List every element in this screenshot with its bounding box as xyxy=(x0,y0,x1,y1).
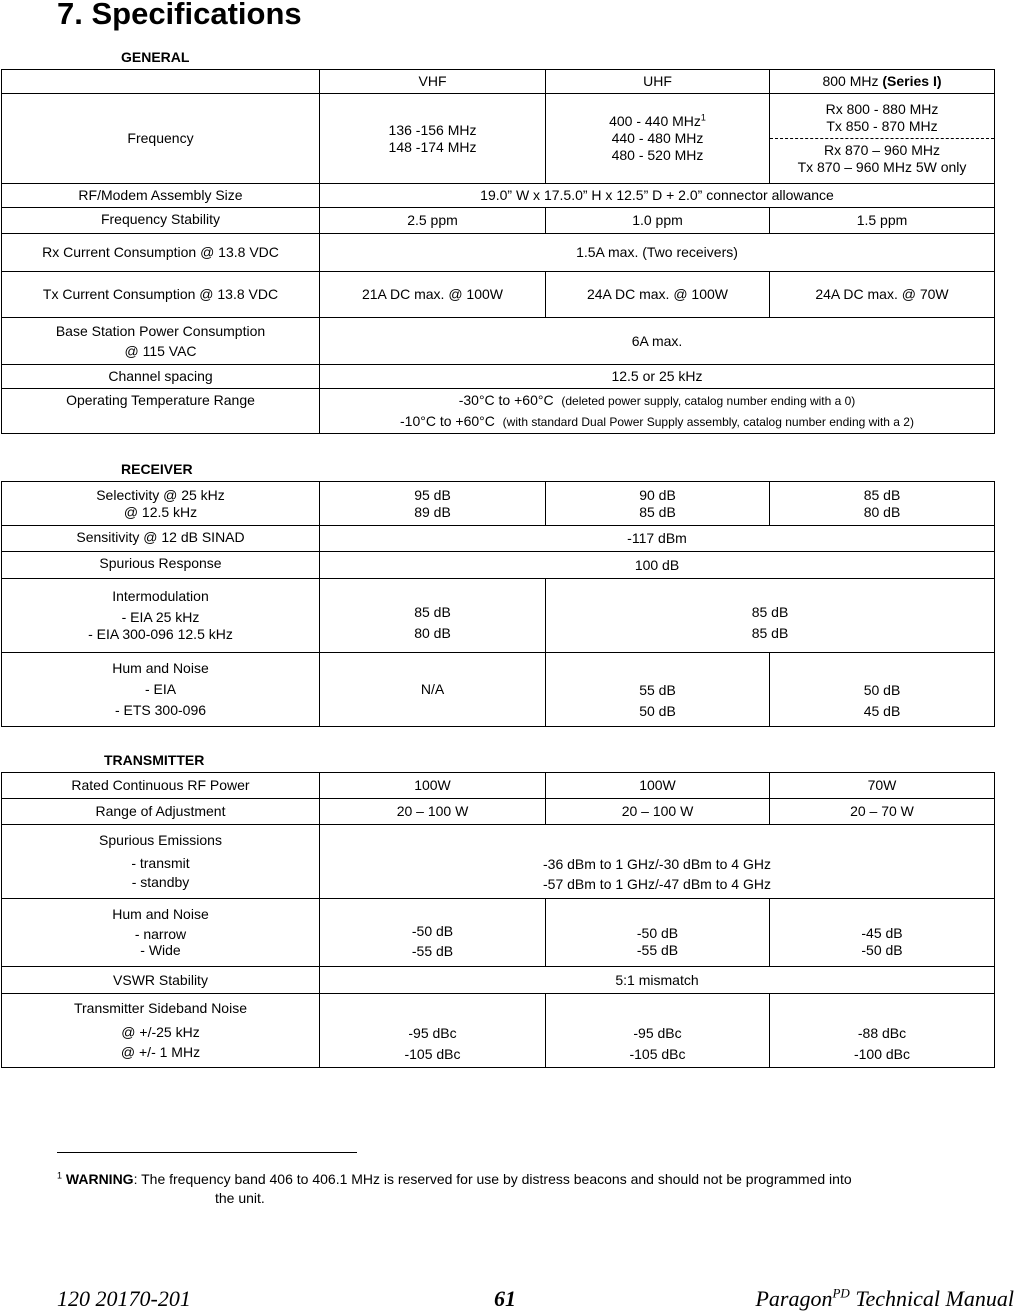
selectivity-800 xyxy=(770,482,995,526)
tx-hum-noise-label xyxy=(2,899,320,967)
frequency-stability-vhf: 2.5 ppm xyxy=(320,208,546,234)
tx-current-vhf: 21A DC max. @ 100W xyxy=(320,272,546,318)
rx-hum-noise-label-line: Hum and Noise xyxy=(112,660,209,677)
tx-hum-noise-uhf xyxy=(546,899,770,967)
operating-temp-range: -30°C to +60°C xyxy=(458,392,554,409)
rated-power-800: 70W xyxy=(770,773,995,799)
sideband-label-line: Transmitter Sideband Noise xyxy=(73,999,247,1016)
section-heading-general: GENERAL xyxy=(121,49,190,65)
assembly-size-value: 19.0” W x 17.5.0” H x 12.5” D + 2.0” connector allowance xyxy=(320,184,995,208)
rx-hum-noise-value: 55 dB xyxy=(639,681,676,698)
footer-page-number: 61 xyxy=(494,1286,516,1311)
table-row xyxy=(2,552,995,579)
sideband-label-line: @ +/- 1 MHz xyxy=(120,1044,201,1061)
operating-temp-label: Operating Temperature Range xyxy=(2,389,320,434)
frequency-uhf-line xyxy=(550,113,765,130)
table-row xyxy=(2,653,995,727)
frequency-stability-uhf: 1.0 ppm xyxy=(546,208,770,234)
sensitivity-value: -117 dBm xyxy=(320,526,995,552)
frequency-stability-800: 1.5 ppm xyxy=(770,208,995,234)
tx-current-uhf: 24A DC max. @ 100W xyxy=(546,272,770,318)
sideband-value: -100 dBc xyxy=(853,1045,911,1062)
footnote xyxy=(57,1170,977,1208)
table-row xyxy=(2,318,995,365)
table-row xyxy=(2,94,995,184)
frequency-800 xyxy=(770,94,995,184)
selectivity-vhf xyxy=(320,482,546,526)
base-power-value: 6A max. xyxy=(320,318,995,365)
page-title: 7. Specifications xyxy=(57,0,302,31)
base-power-label-line: @ 115 VAC xyxy=(124,342,197,359)
rx-current-value: 1.5A max. (Two receivers) xyxy=(320,234,995,272)
table-row xyxy=(2,208,995,234)
footnote-reference[interactable]: 1 xyxy=(700,112,706,123)
selectivity-value: 85 dB xyxy=(639,503,676,520)
operating-temp-line xyxy=(324,392,990,409)
frequency-800-line: Rx 870 – 960 MHz xyxy=(824,142,940,158)
tx-hum-noise-label-line: Hum and Noise xyxy=(112,905,209,922)
sideband-800 xyxy=(770,994,995,1068)
vswr-value: 5:1 mismatch xyxy=(320,967,995,994)
intermod-vhf xyxy=(320,579,546,653)
frequency-800-line: Tx 850 - 870 MHz xyxy=(826,118,938,135)
footnote-warning-label: WARNING xyxy=(65,1171,134,1187)
sideband-value: -88 dBc xyxy=(857,1024,907,1041)
general-spec-table xyxy=(1,69,995,434)
range-adjust-uhf: 20 – 100 W xyxy=(546,799,770,825)
sideband-value: -95 dBc xyxy=(633,1024,682,1041)
rated-power-vhf: 100W xyxy=(320,773,546,799)
section-heading-transmitter: TRANSMITTER xyxy=(104,752,205,768)
intermod-value: 80 dB xyxy=(414,624,451,641)
frequency-800-band-b xyxy=(770,138,994,179)
frequency-uhf-line: 480 - 520 MHz xyxy=(611,146,704,163)
frequency-800-line: Tx 870 – 960 MHz 5W only xyxy=(797,158,967,175)
tx-hum-noise-800 xyxy=(770,899,995,967)
table-row xyxy=(2,234,995,272)
spurious-response-label: Spurious Response xyxy=(2,552,320,579)
selectivity-value: 85 dB xyxy=(863,486,901,503)
table-row xyxy=(2,579,995,653)
vswr-label: VSWR Stability xyxy=(2,967,320,994)
frequency-uhf xyxy=(546,94,770,184)
footnote-divider xyxy=(57,1152,357,1153)
rated-power-uhf: 100W xyxy=(546,773,770,799)
frequency-uhf-value: 400 - 440 MHz xyxy=(609,113,701,130)
assembly-size-label: RF/Modem Assembly Size xyxy=(2,184,320,208)
tx-hum-noise-label-line: - Wide xyxy=(140,942,181,959)
spurious-response-value: 100 dB xyxy=(320,552,995,579)
frequency-vhf-line: 148 -174 MHz xyxy=(388,138,477,155)
channel-spacing-label: Channel spacing xyxy=(2,365,320,389)
spurious-emissions-line: -57 dBm to 1 GHz/-47 dBm to 4 GHz xyxy=(543,875,771,892)
header-cell-vhf: VHF xyxy=(320,70,546,94)
tx-hum-noise-value: -55 dB xyxy=(411,943,454,959)
header-series-label: (Series I) xyxy=(882,73,942,90)
selectivity-label-line: Selectivity @ 25 kHz xyxy=(96,486,225,503)
intermod-label-line: - EIA 25 kHz xyxy=(121,609,200,626)
table-row xyxy=(2,899,995,967)
tx-current-label: Tx Current Consumption @ 13.8 VDC xyxy=(2,272,320,318)
intermod-label-line: - EIA 300-096 12.5 kHz xyxy=(88,625,233,642)
intermod-uhf-800 xyxy=(546,579,995,653)
tx-hum-noise-value: -50 dB xyxy=(636,924,679,941)
rated-power-label: Rated Continuous RF Power xyxy=(2,773,320,799)
footer-manual: Technical Manual xyxy=(849,1286,1014,1311)
frequency-800-band-a xyxy=(770,98,994,138)
channel-spacing-value: 12.5 or 25 kHz xyxy=(320,365,995,389)
operating-temp-range: -10°C to +60°C xyxy=(400,413,495,429)
rx-hum-noise-label-line: - ETS 300-096 xyxy=(114,701,207,718)
sideband-label-line: @ +/-25 kHz xyxy=(121,1023,200,1040)
sideband-value: -95 dBc xyxy=(408,1024,457,1041)
frequency-800-line: Rx 800 - 880 MHz xyxy=(825,101,939,118)
rx-hum-noise-label xyxy=(2,653,320,727)
sideband-label xyxy=(2,994,320,1068)
frequency-label: Frequency xyxy=(2,94,320,184)
tx-hum-noise-value: -45 dB xyxy=(861,924,903,941)
range-adjust-vhf: 20 – 100 W xyxy=(320,799,546,825)
sideband-value: -105 dBc xyxy=(629,1045,686,1062)
rx-hum-noise-label-line: - EIA xyxy=(144,681,177,698)
intermod-value: 85 dB xyxy=(414,603,451,620)
tx-hum-noise-value: -50 dB xyxy=(861,941,903,958)
intermod-label xyxy=(2,579,320,653)
sideband-value: -105 dBc xyxy=(404,1045,461,1062)
table-row xyxy=(2,272,995,318)
header-cell-empty xyxy=(2,70,320,94)
rx-hum-noise-800 xyxy=(770,653,995,727)
sensitivity-label: Sensitivity @ 12 dB SINAD xyxy=(2,526,320,552)
rx-hum-noise-value: 45 dB xyxy=(863,702,901,719)
operating-temp-note: (deleted power supply, catalog number ending with a 0) xyxy=(561,394,856,409)
spurious-emissions-label-line: Spurious Emissions xyxy=(99,831,222,848)
selectivity-label xyxy=(2,482,320,526)
table-row xyxy=(2,526,995,552)
frequency-vhf xyxy=(320,94,546,184)
selectivity-value: 90 dB xyxy=(639,486,676,503)
tx-current-800: 24A DC max. @ 70W xyxy=(770,272,995,318)
footer-manual-title xyxy=(755,1284,1014,1314)
tx-hum-noise-value: -55 dB xyxy=(636,941,679,958)
header-cell-800 xyxy=(770,70,995,94)
spurious-emissions-label-line: - standby xyxy=(131,874,190,891)
receiver-spec-table xyxy=(1,481,995,727)
sideband-uhf xyxy=(546,994,770,1068)
selectivity-uhf xyxy=(546,482,770,526)
base-power-label xyxy=(2,318,320,365)
spurious-emissions-label-line: - transmit xyxy=(131,854,190,871)
table-row xyxy=(2,825,995,899)
rx-hum-noise-vhf: N/A xyxy=(320,653,546,727)
spurious-emissions-value xyxy=(320,825,995,899)
frequency-vhf-line: 136 -156 MHz xyxy=(388,121,477,138)
footer-brand-sup: PD xyxy=(832,1285,850,1301)
footnote-mark: 1 xyxy=(57,1170,63,1181)
table-row xyxy=(2,482,995,526)
table-row xyxy=(2,994,995,1068)
selectivity-value: 80 dB xyxy=(863,503,901,520)
rx-hum-noise-value: 50 dB xyxy=(863,681,901,698)
intermod-value: 85 dB xyxy=(751,624,789,641)
range-adjust-800: 20 – 70 W xyxy=(770,799,995,825)
operating-temp-value xyxy=(320,389,995,434)
table-row xyxy=(2,365,995,389)
operating-temp-note: (with standard Dual Power Supply assembly, catalog number ending with a 2) xyxy=(502,415,914,429)
footer-brand: Paragon xyxy=(755,1286,833,1311)
tx-hum-noise-label-line: - narrow xyxy=(134,925,187,942)
selectivity-value: 89 dB xyxy=(414,503,451,520)
footnote-text: : The frequency band 406 to 406.1 MHz is reserved for use by distress beacons and should not be programmed into xyxy=(133,1171,852,1187)
base-power-label-line: Base Station Power Consumption xyxy=(55,322,266,339)
table-row xyxy=(2,799,995,825)
table-row xyxy=(2,773,995,799)
table-row xyxy=(2,184,995,208)
selectivity-value: 95 dB xyxy=(414,486,451,503)
footnote-text-continued: the unit. xyxy=(215,1190,265,1206)
rx-current-label: Rx Current Consumption @ 13.8 VDC xyxy=(2,234,320,272)
selectivity-label-line: @ 12.5 kHz xyxy=(123,503,198,520)
header-cell-uhf: UHF xyxy=(546,70,770,94)
section-heading-receiver: RECEIVER xyxy=(121,461,193,477)
sideband-vhf xyxy=(320,994,546,1068)
rx-hum-noise-value: 50 dB xyxy=(639,702,676,719)
intermod-value: 85 dB xyxy=(751,603,789,620)
tx-hum-noise-vhf xyxy=(320,899,546,967)
frequency-uhf-line: 440 - 480 MHz xyxy=(611,130,704,147)
spurious-emissions-label xyxy=(2,825,320,899)
table-row xyxy=(2,967,995,994)
footer-doc-number: 120 20170-201 xyxy=(57,1286,191,1311)
transmitter-spec-table xyxy=(1,772,995,1068)
intermod-label-line: Intermodulation xyxy=(112,588,209,605)
range-adjust-label: Range of Adjustment xyxy=(2,799,320,825)
operating-temp-line xyxy=(324,413,990,430)
header-800-label: 800 MHz xyxy=(822,73,879,90)
rx-hum-noise-uhf xyxy=(546,653,770,727)
frequency-stability-label: Frequency Stability xyxy=(2,208,320,234)
table-row xyxy=(2,70,995,94)
tx-hum-noise-value: -50 dB xyxy=(411,923,454,940)
spurious-emissions-line: -36 dBm to 1 GHz/-30 dBm to 4 GHz xyxy=(543,855,771,872)
table-row xyxy=(2,389,995,434)
